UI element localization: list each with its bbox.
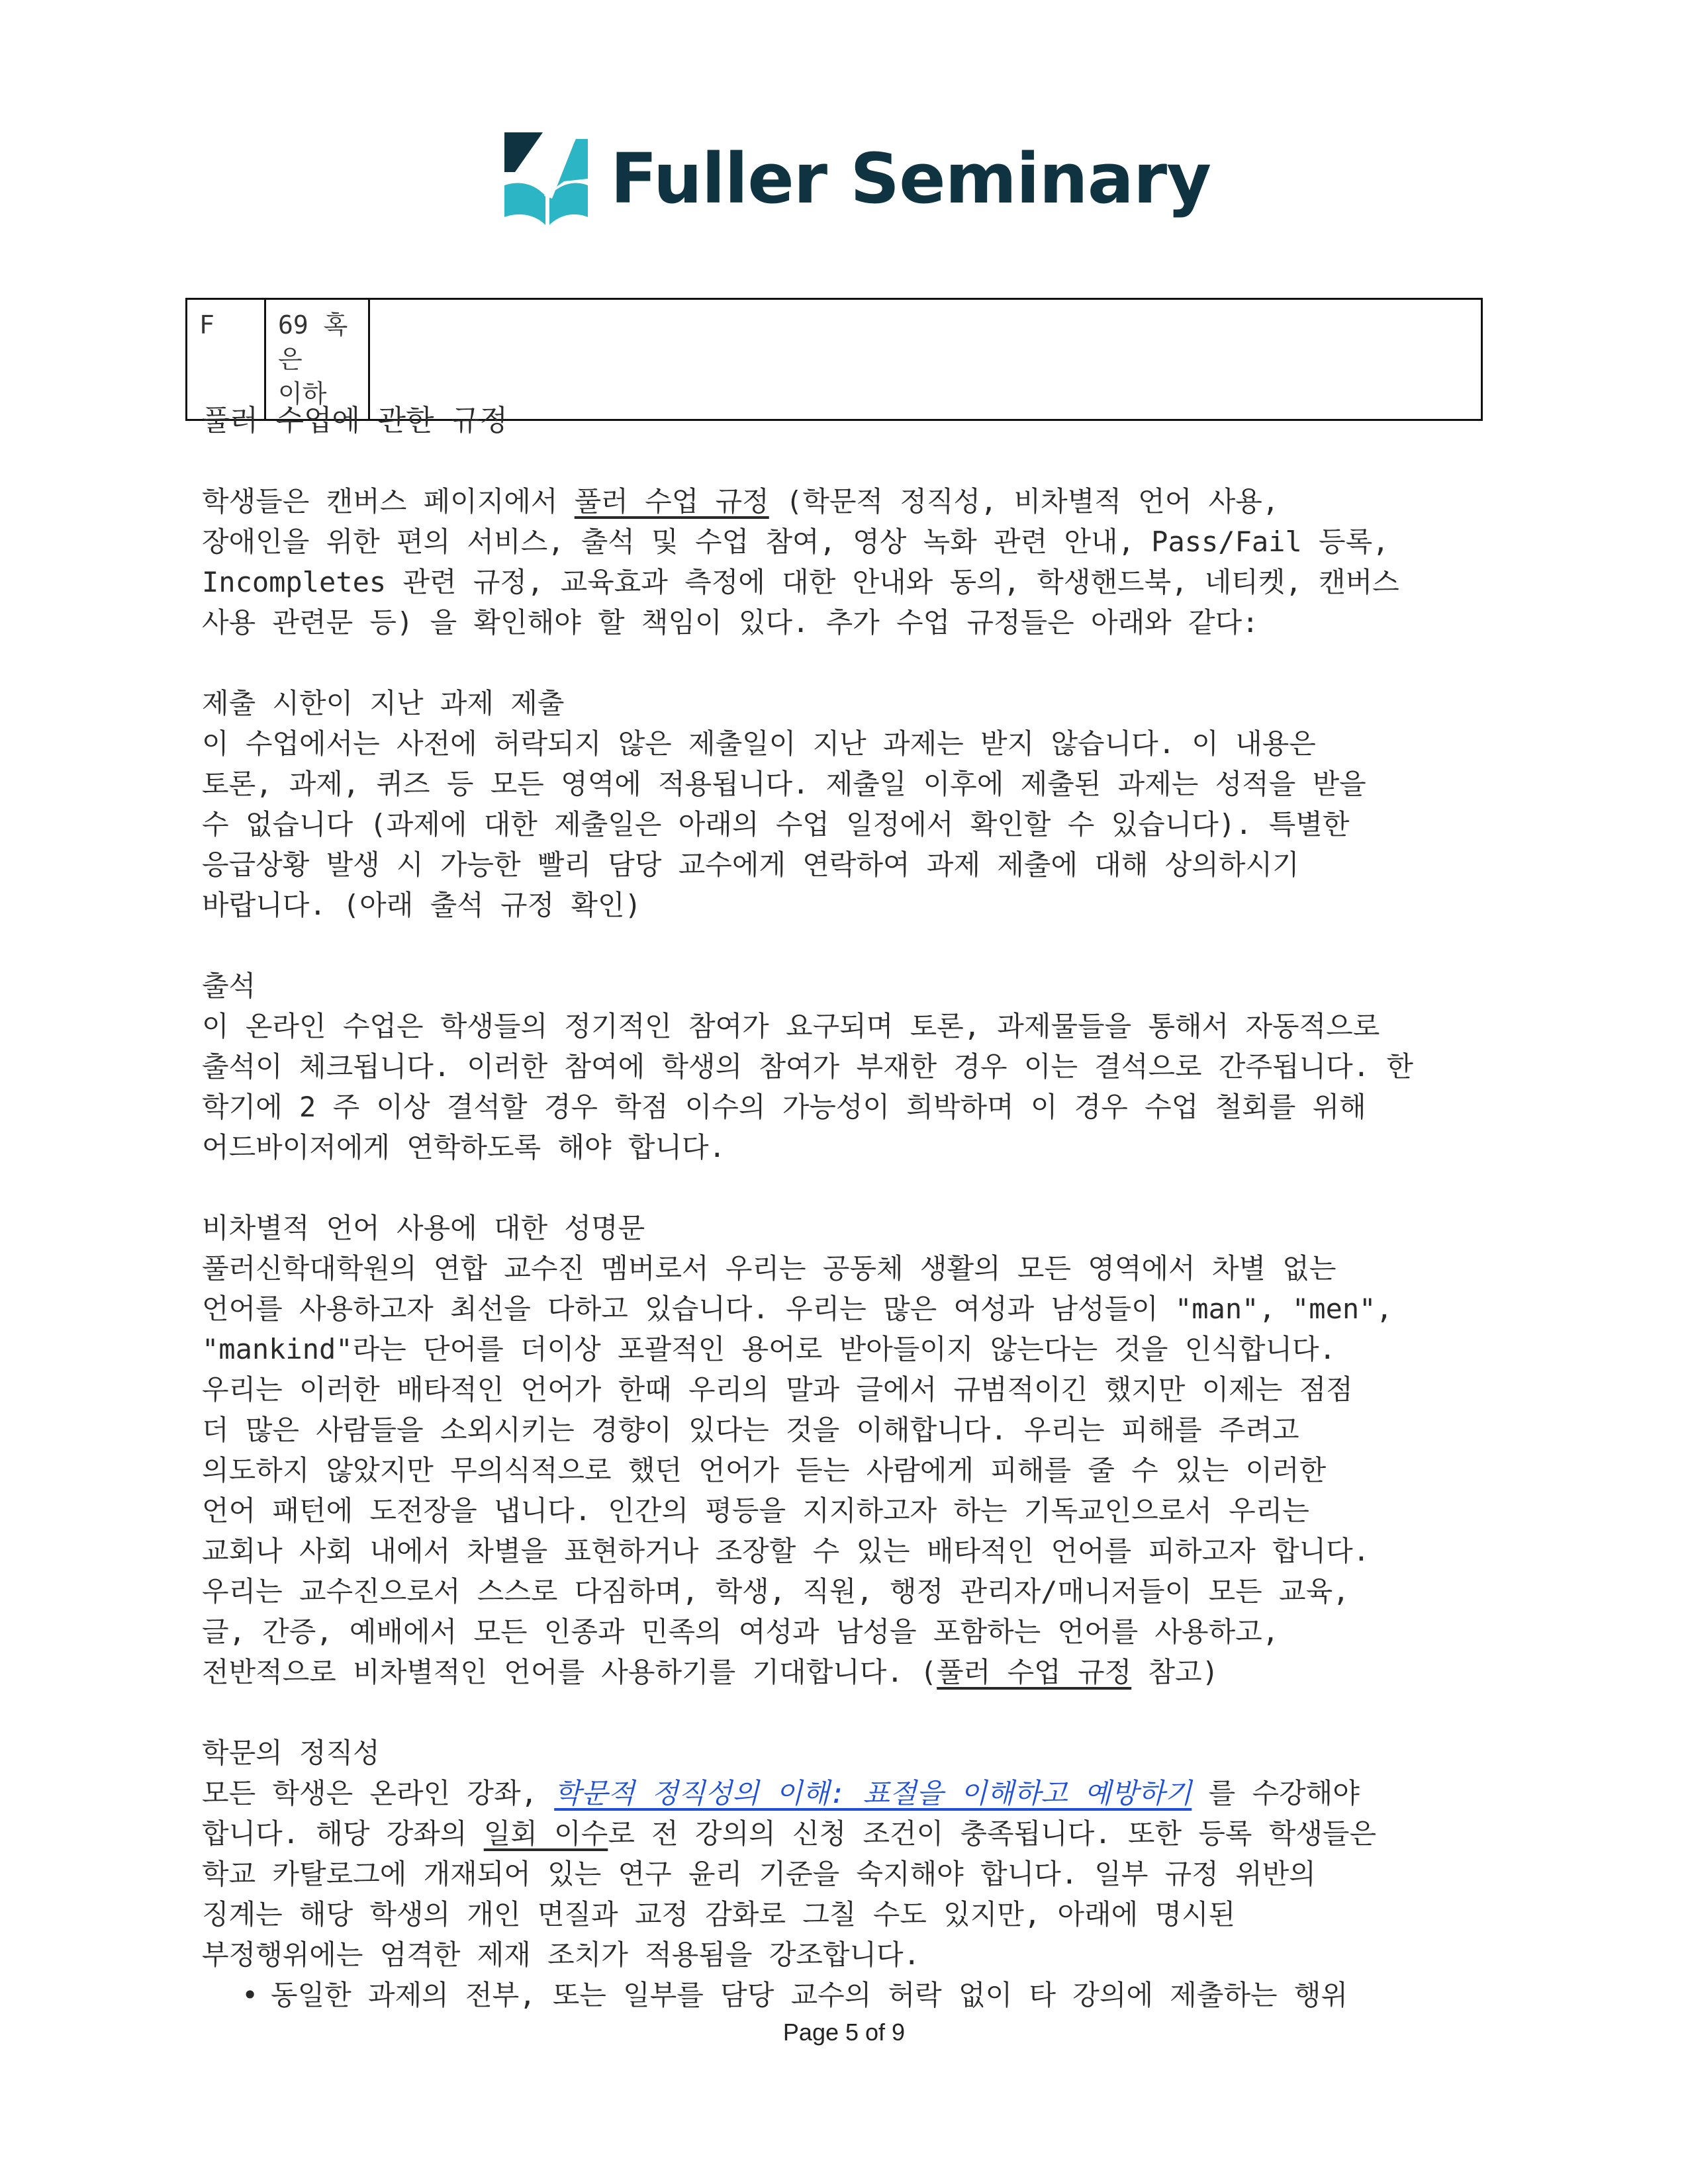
text: 전반적으로 비차별적인 언어를 사용하기를 기대합니다. (: [202, 1656, 937, 1688]
text: 로 전 강의의 신청 조건이 충족됩니다. 또한 등록 학생들은: [608, 1817, 1377, 1850]
paragraph-line: 언어를 사용하고자 최선을 다하고 있습니다. 우리는 많은 여성과 남성들이 "man", "men",: [202, 1293, 1393, 1325]
paragraph-line: 교회나 사회 내에서 차별을 표현하거나 조장할 수 있는 배타적인 언어를 피하고자 합니다.: [202, 1535, 1370, 1567]
attendance-heading: 출석: [202, 970, 256, 1002]
fuller-logo: [503, 129, 1211, 228]
section-title: 풀러 수업에 관한 규정: [202, 404, 508, 437]
paragraph-line: 학교 카탈로그에 개재되어 있는 연구 윤리 기준을 숙지해야 합니다. 일부 규정 위반의: [202, 1858, 1316, 1890]
book-logo-icon: [503, 132, 589, 225]
paragraph-line: 언어 패턴에 도전장을 냅니다. 인간의 평등을 지지하고자 하는 기독교인으로서 우리는: [202, 1494, 1309, 1527]
paragraph-line: 더 많은 사람들을 소외시키는 경향이 있다는 것을 이해합니다. 우리는 피해를 주려고: [202, 1414, 1299, 1446]
text: 합니다. 해당 강좌의: [202, 1817, 484, 1850]
one-time-completion: 일회 이수: [483, 1817, 608, 1850]
list-item-text: 동일한 과제의 전부, 또는 일부를 담당 교수의 허락 없이 타 강의에 제출하는 행위: [271, 1979, 1348, 2011]
paragraph-line: 출석이 체크됩니다. 이러한 참여에 학생의 참여가 부재한 경우 이는 결석으로 간주됩니다. 한: [202, 1050, 1413, 1083]
integrity-heading: 학문의 정직성: [202, 1737, 380, 1769]
document-body: [202, 400, 1479, 2015]
text: 참고): [1131, 1656, 1219, 1688]
paragraph-line: 징계는 해당 학생의 개인 면질과 교정 감화로 그칠 수도 있지만, 아래에 명시된: [202, 1898, 1236, 1931]
plagiarism-course-link[interactable]: 학문적 정직성의 이해: 표절을 이해하고 예방하기: [554, 1777, 1192, 1809]
paragraph-line: 어드바이저에게 연학하도록 해야 합니다.: [202, 1131, 726, 1163]
paragraph-line: 사용 관련문 등) 을 확인해야 할 책임이 있다. 추가 수업 규정들은 아래와 같다:: [202, 606, 1259, 639]
paragraph-line: 학기에 2 주 이상 결석할 경우 학점 이수의 가능성이 희박하며 이 경우 수업 철회를 위해: [202, 1091, 1366, 1123]
fuller-policy-link[interactable]: 풀러 수업 규정: [937, 1656, 1132, 1688]
text: 학생들은 캔버스 페이지에서: [202, 485, 575, 518]
nondisc-heading: 비차별적 언어 사용에 대한 성명문: [202, 1212, 645, 1244]
list-item: [202, 1975, 1479, 2015]
paragraph-line: [202, 1813, 1479, 1854]
paragraph-line: 수 없습니다 (과제에 대한 제출일은 아래의 수업 일정에서 확인할 수 있습니다). 특별한: [202, 808, 1350, 841]
paragraph-line: 이 온라인 수업은 학생들의 정기적인 참여가 요구되며 토론, 과제물들을 통해서 자동적으로: [202, 1010, 1380, 1042]
page-number: Page 5 of 9: [782, 2019, 906, 2046]
paragraph-line: 이 수업에서는 사전에 허락되지 않은 제출일이 지난 과제는 받지 않습니다. 이 내용은: [202, 727, 1316, 760]
fuller-policy-link[interactable]: 풀러 수업 규정: [574, 485, 769, 518]
text: 모든 학생은 온라인 강좌,: [202, 1777, 555, 1809]
range-line: 69 혹은: [278, 310, 348, 374]
paragraph-line: 부정행위에는 엄격한 제재 조치가 적용됨을 강조합니다.: [202, 1938, 920, 1971]
paragraph-line: [202, 1773, 1479, 1813]
grade-cell: F: [187, 299, 265, 420]
text: (학문적 정직성, 비차별적 언어 사용,: [769, 485, 1280, 518]
text: 를 수강해야: [1192, 1777, 1360, 1809]
paragraph-line: 우리는 교수진으로서 스스로 다짐하며, 학생, 직원, 행정 관리자/매니저들이 모든 교육,: [202, 1575, 1350, 1608]
paragraph-line: 글, 간증, 예배에서 모든 인종과 민족의 여성과 남성을 포함하는 언어를 사용하고,: [202, 1615, 1280, 1648]
paragraph-line: [202, 481, 1479, 522]
paragraph-line: "mankind"라는 단어를 더이상 포괄적인 용어로 받아들이지 않는다는 것을 인식합니다.: [202, 1333, 1336, 1365]
paragraph-line: 우리는 이러한 배타적인 언어가 한때 우리의 말과 글에서 규범적이긴 했지만 이제는 점점: [202, 1373, 1353, 1406]
paragraph-line: 토론, 과제, 퀴즈 등 모든 영역에 적용됩니다. 제출일 이후에 제출된 과제는 성적을 받을: [202, 768, 1366, 800]
paragraph-line: 응급상황 발생 시 가능한 빨리 담당 교수에게 연락하여 과제 제출에 대해 상의하시기: [202, 848, 1299, 881]
paragraph-line: 바랍니다. (아래 출석 규정 확인): [202, 889, 641, 921]
late-heading: 제출 시한이 지난 과제 제출: [202, 687, 565, 719]
paragraph-line: 풀러신학대학원의 연합 교수진 멤버로서 우리는 공동체 생활의 모든 영역에서 차별 없는: [202, 1252, 1336, 1285]
logo-text: Fuller Seminary: [610, 138, 1211, 219]
paragraph-line: 장애인을 위한 편의 서비스, 출석 및 수업 참여, 영상 녹화 관련 안내, Pass/Fail 등록,: [202, 525, 1389, 558]
paragraph-line: 의도하지 않았지만 무의식적으로 했던 언어가 듣는 사람에게 피해를 줄 수 있는 이러한: [202, 1454, 1327, 1486]
range-line: 이하: [278, 379, 327, 408]
paragraph-line: [202, 1652, 1479, 1692]
paragraph-line: Incompletes 관련 규정, 교육효과 측정에 대한 안내와 동의, 학생핸드북, 네티켓, 캔버스: [202, 566, 1399, 598]
